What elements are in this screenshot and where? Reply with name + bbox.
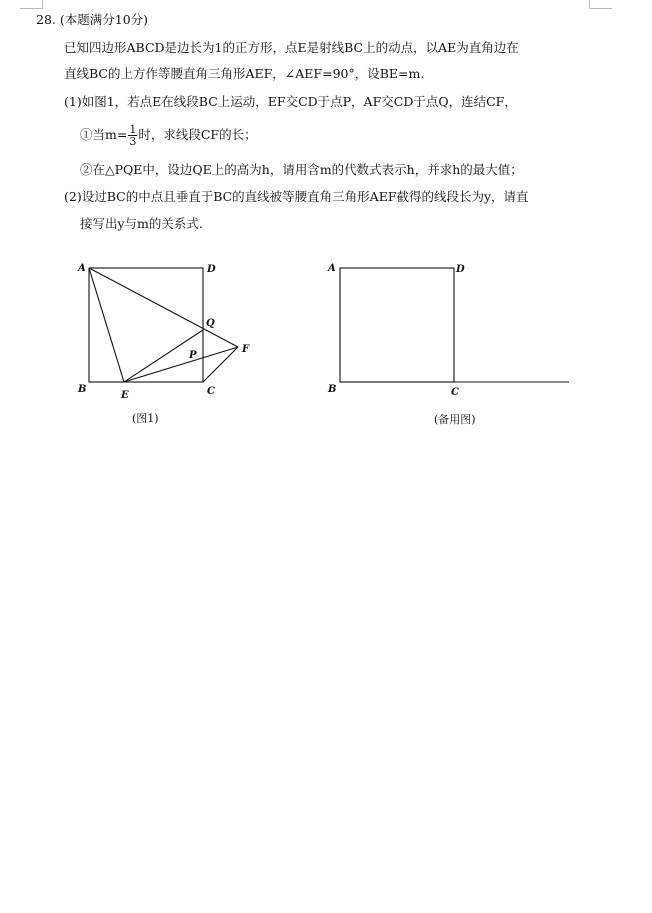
spare-label-d: D: [456, 264, 465, 275]
segment-af: [89, 268, 238, 347]
part2-line-1: (2)设过BC的中点且垂直于BC的直线被等腰直角三角形AEF截得的线段长为y，请直: [64, 189, 529, 204]
part2-line-2: 接写出y与m的关系式.: [80, 216, 203, 231]
segment-ae: [89, 268, 124, 382]
part1-statement: (1)如图1，若点E在线段BC上运动，EF交CD于点P，AF交CD于点Q，连结CF，: [64, 94, 517, 109]
label-e: E: [121, 390, 129, 401]
question-1-prefix: ①当m=: [80, 127, 128, 142]
label-p: P: [189, 350, 197, 361]
spare-label-c: C: [451, 387, 459, 398]
label-q: Q: [206, 318, 215, 329]
label-d: D: [207, 264, 216, 275]
label-b: B: [78, 384, 87, 395]
fraction-denominator: 3: [129, 135, 137, 148]
fraction-numerator: 1: [129, 123, 137, 136]
label-c: C: [207, 386, 215, 397]
spare-label-b: B: [328, 384, 337, 395]
label-a: A: [78, 263, 86, 274]
problem-intro-line-1: 已知四边形ABCD是边长为1的正方形，点E是射线BC上的动点，以AE为直角边在: [64, 40, 519, 55]
spare-label-a: A: [328, 263, 336, 274]
question-1-suffix: 时，求线段CF的长；: [138, 127, 257, 142]
label-f: F: [242, 344, 250, 355]
spare-square-abcd: [340, 268, 454, 382]
problem-number: 28.: [36, 12, 56, 27]
problem-points: (本题满分10分): [59, 12, 149, 27]
figure-2-caption: (备用图): [434, 413, 476, 426]
question-2: ②在△PQE中，设边QE上的高为h，请用含m的代数式表示h，并求h的最大值；: [80, 162, 523, 177]
problem-intro-line-2: 直线BC的上方作等腰直角三角形AEF，∠AEF=90°，设BE=m.: [64, 66, 425, 81]
figure-1-caption: (图1): [132, 412, 159, 425]
